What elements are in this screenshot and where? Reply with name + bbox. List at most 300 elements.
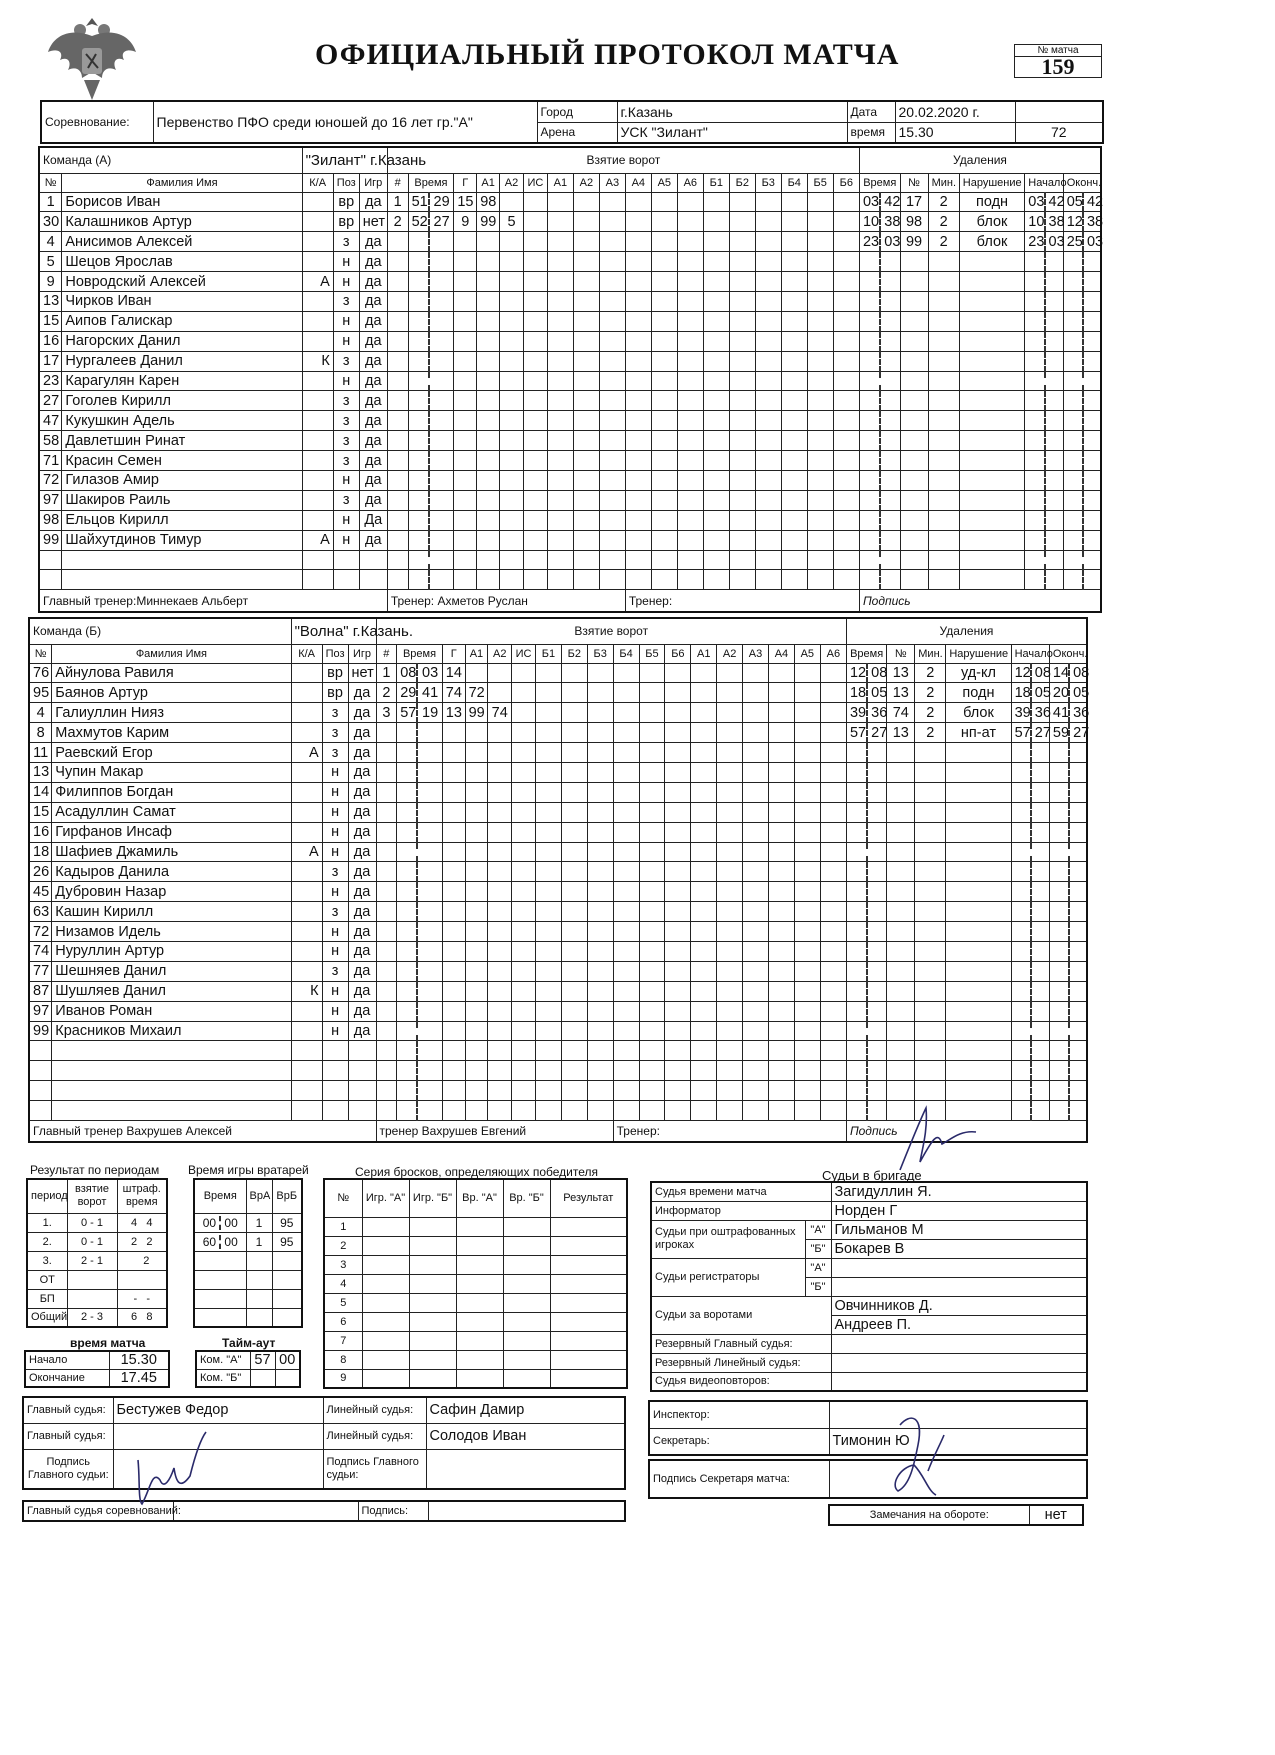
goal-cell <box>376 1101 397 1121</box>
player-pos: з <box>322 743 348 763</box>
goal-cell <box>625 351 651 371</box>
goal-cell <box>535 683 561 703</box>
goal-cell <box>547 490 573 510</box>
goal-cell <box>535 842 561 862</box>
goal-cell <box>677 431 703 451</box>
start-value: 15.30 <box>109 1351 169 1369</box>
goal-cell <box>691 1081 717 1101</box>
goals-a: 0 <box>80 1235 88 1248</box>
pen-cell <box>928 272 959 292</box>
pen-cell <box>1011 782 1031 802</box>
goal-cell <box>665 1101 691 1121</box>
periods-table <box>26 1178 168 1328</box>
pen-cell <box>859 431 880 451</box>
goal-cell <box>599 470 625 490</box>
goals-b: 1 <box>96 1216 104 1229</box>
goal-cell <box>768 842 794 862</box>
goal-cell <box>651 291 677 311</box>
player-ka <box>302 232 333 252</box>
goal-cell <box>691 842 717 862</box>
shootout-cell <box>409 1331 456 1350</box>
shootout-cell <box>409 1236 456 1255</box>
player-name: Красников Михаил <box>52 1021 291 1041</box>
goal-cell <box>408 371 429 391</box>
goal-a2: 5 <box>500 212 524 232</box>
goal-cell <box>639 862 665 882</box>
goalie-time <box>194 1270 246 1289</box>
goal-cell <box>729 411 755 431</box>
goal-cell <box>387 252 408 272</box>
goal-cell <box>397 723 418 743</box>
goal-cell <box>512 822 536 842</box>
goal-col-6: Б1 <box>535 644 561 663</box>
goal-cell <box>488 922 512 942</box>
pen-cell <box>1083 431 1101 451</box>
goal-cell <box>651 331 677 351</box>
goal-cell <box>794 723 820 743</box>
player-ka: А <box>291 743 322 763</box>
goal-cell <box>523 530 547 550</box>
period-goals <box>67 1289 117 1308</box>
goal-col-7: А2 <box>573 173 599 192</box>
player-no: 95 <box>29 683 52 703</box>
player-play: да <box>348 743 376 763</box>
goal-cell <box>587 882 613 902</box>
player-pos: н <box>333 311 359 331</box>
goal-cell <box>454 291 477 311</box>
pen-b: 4 <box>146 1216 153 1229</box>
pen-cell <box>859 451 880 471</box>
pen-cell <box>900 530 928 550</box>
city-value: г.Казань <box>617 101 847 122</box>
goal-cell <box>599 212 625 232</box>
goal-judge-1: Овчинников Д. <box>831 1296 1087 1315</box>
player-name: Нуруллин Артур <box>52 941 291 961</box>
player-ka <box>291 922 322 942</box>
goal-cell <box>512 1061 536 1081</box>
chief-sign-label: Подпись: <box>358 1501 428 1521</box>
goal-cell <box>820 802 846 822</box>
goal-cell <box>417 941 442 961</box>
reg-b-value <box>831 1277 1087 1296</box>
goal-cell <box>639 782 665 802</box>
goal-cell <box>639 663 665 683</box>
goal-cell <box>781 331 807 351</box>
goal-cell <box>807 391 833 411</box>
player-name: Давлетшин Ринат <box>62 431 302 451</box>
goal-judge-2: Андреев П. <box>831 1315 1087 1334</box>
goal-cell <box>729 351 755 371</box>
goal-cell <box>833 351 859 371</box>
goal-cell <box>417 862 442 882</box>
goal-cell <box>547 291 573 311</box>
goal-cell <box>573 192 599 212</box>
pen-cell <box>1011 1081 1031 1101</box>
goal-cell <box>613 1021 639 1041</box>
goal-cell <box>535 723 561 743</box>
player-no: 99 <box>39 530 62 550</box>
goal-cell <box>820 862 846 882</box>
goal-cell <box>512 1101 536 1121</box>
player-ka <box>302 570 333 590</box>
goal-cell <box>397 1101 418 1121</box>
pen-cell <box>867 802 887 822</box>
period-goals: 2 - 3 <box>67 1308 117 1327</box>
penalty-ss: 42 <box>880 192 900 212</box>
goal-cell <box>408 291 429 311</box>
player-row <box>29 902 1087 922</box>
goal-cell <box>768 703 794 723</box>
goal-cell <box>454 252 477 272</box>
goal-col-12: Б1 <box>703 173 729 192</box>
goal-cell <box>512 782 536 802</box>
player-name: Кадыров Данила <box>52 862 291 882</box>
goal-cell <box>833 530 859 550</box>
goal-cell <box>465 842 488 862</box>
player-name: Аипов Галискар <box>62 311 302 331</box>
goal-cell <box>488 1081 512 1101</box>
goal-col-17: А6 <box>820 644 846 663</box>
goal-cell <box>408 252 429 272</box>
goal-cell <box>613 922 639 942</box>
penalty-foul: блок <box>959 232 1025 252</box>
goal-cell <box>625 192 651 212</box>
goal-cell <box>794 1041 820 1061</box>
goal-cell <box>665 762 691 782</box>
goal-cell <box>703 431 729 451</box>
goal-cell <box>465 743 488 763</box>
player-play: да <box>359 490 387 510</box>
pen-cell <box>1025 291 1045 311</box>
goal-cell <box>535 1101 561 1121</box>
goal-cell <box>717 762 743 782</box>
goalie-a <box>246 1308 272 1327</box>
player-pos: н <box>333 530 359 550</box>
pen-cell <box>846 782 867 802</box>
player-pos <box>333 570 359 590</box>
pen-cell <box>928 311 959 331</box>
shootout-col-0: № <box>324 1179 362 1217</box>
goal-cell <box>387 431 408 451</box>
pb-b-value: Бокарев В <box>831 1239 1087 1258</box>
player-row <box>29 762 1087 782</box>
goal-cell <box>397 961 418 981</box>
goal-cell <box>429 570 454 590</box>
goal-cell <box>397 1021 418 1041</box>
goal-cell <box>397 743 418 763</box>
goal-cell <box>651 351 677 371</box>
goal-cell <box>781 212 807 232</box>
reserve-main-label: Резервный Главный судья: <box>651 1334 831 1353</box>
player-pos: вр <box>322 683 348 703</box>
shootout-cell <box>550 1350 627 1369</box>
goal-cell <box>488 782 512 802</box>
goal-cell <box>500 351 524 371</box>
pen-cell <box>959 331 1025 351</box>
goal-cell <box>512 683 536 703</box>
goal-cell <box>677 212 703 232</box>
pen-cell <box>1049 743 1069 763</box>
pen-cell <box>880 311 900 331</box>
shootout-cell <box>362 1217 409 1236</box>
shootout-cell <box>503 1293 550 1312</box>
goal-mm: 08 <box>397 663 418 683</box>
goal-cell <box>755 232 781 252</box>
goal-g: 14 <box>442 663 465 683</box>
goal-a1 <box>465 663 488 683</box>
coach: Тренер: Ахметов Руслан <box>387 590 625 612</box>
goal-cell <box>561 782 587 802</box>
goal-cell <box>755 371 781 391</box>
pen-cell <box>846 882 867 902</box>
pen-cell <box>846 1061 867 1081</box>
penalty-mm: 57 <box>846 723 867 743</box>
goal-cell <box>651 391 677 411</box>
goal-cell <box>743 1041 769 1061</box>
goal-col-8: Б3 <box>587 644 613 663</box>
goal-cell <box>429 351 454 371</box>
pen-cell <box>1045 391 1064 411</box>
goal-cell <box>639 922 665 942</box>
goal-cell <box>429 431 454 451</box>
goal-cell <box>465 1021 488 1041</box>
pen-cell <box>959 311 1025 331</box>
penalty-s2: 05 <box>1031 683 1050 703</box>
goal-cell <box>417 1041 442 1061</box>
goalie-time <box>194 1289 246 1308</box>
goal-cell <box>820 902 846 922</box>
goal-cell <box>465 1081 488 1101</box>
goal-cell <box>665 782 691 802</box>
goal-cell <box>387 371 408 391</box>
pen-cell <box>959 291 1025 311</box>
goal-cell <box>488 941 512 961</box>
goal-cell <box>599 550 625 570</box>
pen-cell <box>846 842 867 862</box>
player-ka <box>291 802 322 822</box>
pen-cell <box>1049 1101 1069 1121</box>
goal-cell <box>717 941 743 961</box>
goals-header: Взятие ворот <box>376 618 846 644</box>
goal-col-10: А5 <box>651 173 677 192</box>
goal-cell <box>397 922 418 942</box>
goal-cell <box>512 723 536 743</box>
goal-cell <box>417 1021 442 1041</box>
goal-cell <box>743 703 769 723</box>
goal-cell <box>547 411 573 431</box>
pen-cell <box>1011 842 1031 862</box>
shootout-cell <box>362 1293 409 1312</box>
player-name: Ельцов Кирилл <box>62 510 302 530</box>
goal-cell <box>417 762 442 782</box>
goal-cell <box>743 882 769 902</box>
goal-cell <box>599 272 625 292</box>
goal-cell <box>387 272 408 292</box>
goal-cell <box>625 490 651 510</box>
pen-cell <box>1031 1001 1050 1021</box>
pen-cell <box>1083 510 1101 530</box>
player-play: да <box>359 451 387 471</box>
goal-cell <box>488 1041 512 1061</box>
timeout-b-label: Ком. "Б" <box>196 1369 250 1387</box>
pen-a: - <box>133 1292 138 1305</box>
player-name: Низамов Идель <box>52 922 291 942</box>
goal-cell <box>794 842 820 862</box>
goal-cell <box>429 470 454 490</box>
goal-cell <box>442 762 465 782</box>
pen-cell <box>1011 981 1031 1001</box>
player-play: да <box>359 431 387 451</box>
pen-cell <box>900 311 928 331</box>
goal-cell <box>397 842 418 862</box>
goal-cell <box>512 941 536 961</box>
goal-cell <box>535 1061 561 1081</box>
goal-cell <box>833 510 859 530</box>
pen-cell <box>846 902 867 922</box>
goal-cell <box>599 192 625 212</box>
goal-n: 2 <box>376 683 397 703</box>
player-no: 71 <box>39 451 62 471</box>
goal-cell <box>417 981 442 1001</box>
goal-cell <box>477 311 500 331</box>
player-pos: н <box>322 822 348 842</box>
player-name: Борисов Иван <box>62 192 302 212</box>
pen-cell <box>859 311 880 331</box>
goal-cell <box>717 961 743 981</box>
goal-cell <box>729 291 755 311</box>
player-row <box>29 981 1087 1001</box>
goal-cell <box>587 1061 613 1081</box>
goal-cell <box>397 941 418 961</box>
pen-cell <box>867 1021 887 1041</box>
goal-cell <box>587 782 613 802</box>
player-no: 77 <box>29 961 52 981</box>
goal-cell <box>743 941 769 961</box>
penalty-mm: 10 <box>859 212 880 232</box>
goal-cell <box>665 922 691 942</box>
goal-col-0: # <box>376 644 397 663</box>
time-label: время <box>847 122 895 143</box>
signature-secretary <box>870 1405 960 1500</box>
goal-cell <box>477 272 500 292</box>
end-value: 17.45 <box>109 1369 169 1387</box>
goal-cell <box>613 743 639 763</box>
player-play: да <box>359 470 387 490</box>
goal-cell <box>794 683 820 703</box>
penalty-min: 2 <box>915 663 946 683</box>
goal-cell <box>488 981 512 1001</box>
goal-col-14: А3 <box>743 644 769 663</box>
goal-cell <box>807 232 833 252</box>
pen-cell <box>1069 902 1087 922</box>
penalty-e1: 59 <box>1049 723 1069 743</box>
goal-a1: 99 <box>477 212 500 232</box>
goal-cell <box>729 451 755 471</box>
goal-cell <box>500 252 524 272</box>
player-pos: з <box>322 902 348 922</box>
shootout-col-1: Игр. "А" <box>362 1179 409 1217</box>
player-play: да <box>348 723 376 743</box>
goal-cell <box>561 703 587 723</box>
goal-cell <box>561 961 587 981</box>
player-pos: н <box>322 981 348 1001</box>
goal-cell <box>477 391 500 411</box>
signature-main-referee <box>120 1420 230 1510</box>
goal-cell <box>717 882 743 902</box>
goal-cell <box>417 882 442 902</box>
player-name: Гирфанов Инсаф <box>52 822 291 842</box>
goal-cell <box>691 1001 717 1021</box>
player-no: 72 <box>29 922 52 942</box>
pen-cell <box>959 570 1025 590</box>
pen-cell <box>946 941 1011 961</box>
goal-cell <box>665 703 691 723</box>
team-a-section <box>38 146 1102 616</box>
goal-cell <box>488 961 512 981</box>
goal-cell <box>729 212 755 232</box>
player-row <box>39 311 1101 331</box>
goal-cell <box>613 981 639 1001</box>
goal-cell <box>376 961 397 981</box>
team-a-table <box>38 146 1102 613</box>
goal-cell <box>781 431 807 451</box>
goal-cell <box>639 822 665 842</box>
player-no <box>29 1061 52 1081</box>
goal-cell <box>768 822 794 842</box>
goal-cell <box>442 1101 465 1121</box>
goal-n: 2 <box>387 212 408 232</box>
pen-cell <box>1045 530 1064 550</box>
goal-cell <box>587 683 613 703</box>
shootout-row <box>324 1217 627 1236</box>
goal-cell <box>743 663 769 683</box>
pen-cell <box>1025 311 1045 331</box>
sign-main-label: Подпись Главного судьи: <box>23 1449 113 1489</box>
goal-cell <box>573 451 599 471</box>
pen-cell <box>1031 842 1050 862</box>
player-name <box>62 550 302 570</box>
goalie-b <box>272 1270 302 1289</box>
goal-cell <box>703 510 729 530</box>
pen-cell <box>915 743 946 763</box>
competition-label: Соревнование: <box>41 101 153 143</box>
pen-cell <box>880 530 900 550</box>
player-no: 63 <box>29 902 52 922</box>
goal-cell <box>387 490 408 510</box>
pen-cell <box>859 550 880 570</box>
goal-cell <box>651 311 677 331</box>
pen-cell <box>887 1081 915 1101</box>
goal-cell <box>442 802 465 822</box>
player-no: 23 <box>39 371 62 391</box>
goal-cell <box>599 530 625 550</box>
player-row <box>39 570 1101 590</box>
goal-cell <box>547 331 573 351</box>
goal-cell <box>454 411 477 431</box>
player-row <box>39 232 1101 252</box>
goal-cell <box>833 391 859 411</box>
pen-cell <box>928 411 959 431</box>
player-ka <box>291 762 322 782</box>
goal-cell <box>639 683 665 703</box>
pen-cell <box>900 252 928 272</box>
shootout-cell <box>550 1217 627 1236</box>
player-name: Иванов Роман <box>52 1001 291 1021</box>
goal-cell <box>523 351 547 371</box>
pen-cell <box>887 842 915 862</box>
goal-cell <box>397 802 418 822</box>
match-time-table <box>24 1350 170 1388</box>
